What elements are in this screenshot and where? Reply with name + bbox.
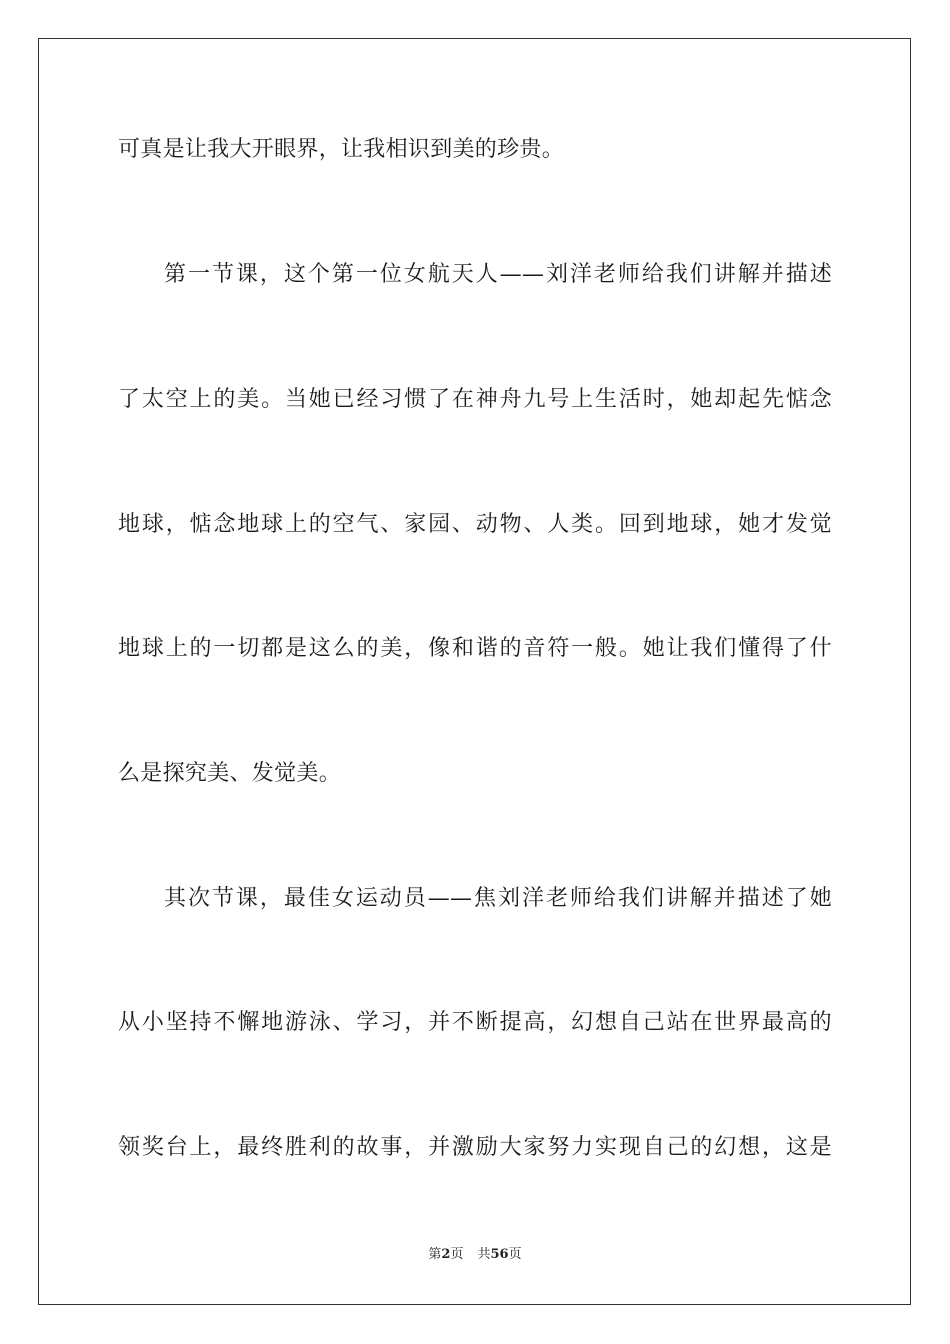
page-border bbox=[38, 38, 911, 1305]
page-prefix: 第 bbox=[428, 1247, 442, 1262]
text-line-1: 可真是让我大开眼界，让我相识到美的珍贵。 bbox=[118, 137, 565, 162]
text-line-2-paragraph-start: 第一节课，这个第一位女航天人——刘洋老师给我们讲解并描述 bbox=[164, 262, 832, 287]
text-line-6: 么是探究美、发觉美。 bbox=[118, 761, 342, 786]
total-suffix: 页 bbox=[508, 1247, 522, 1262]
page-footer bbox=[0, 1246, 950, 1264]
total-prefix: 共 bbox=[477, 1247, 491, 1262]
text-line-7-paragraph-start: 其次节课，最佳女运动员——焦刘洋老师给我们讲解并描述了她 bbox=[164, 886, 832, 911]
text-line-9: 领奖台上，最终胜利的故事，并激励大家努力实现自己的幻想，这是 bbox=[118, 1135, 832, 1160]
text-line-4: 地球，惦念地球上的空气、家园、动物、人类。回到地球，她才发觉 bbox=[118, 512, 832, 537]
text-line-5: 地球上的一切都是这么的美，像和谐的音符一般。她让我们懂得了什 bbox=[118, 636, 832, 661]
text-line-3: 了太空上的美。当她已经习惯了在神舟九号上生活时，她却起先惦念 bbox=[118, 387, 832, 412]
text-line-8: 从小坚持不懈地游泳、学习，并不断提高，幻想自己站在世界最高的 bbox=[118, 1010, 832, 1035]
total-pages: 56 bbox=[490, 1247, 509, 1262]
page-number: 2 bbox=[441, 1247, 451, 1262]
page-suffix: 页 bbox=[450, 1247, 464, 1262]
